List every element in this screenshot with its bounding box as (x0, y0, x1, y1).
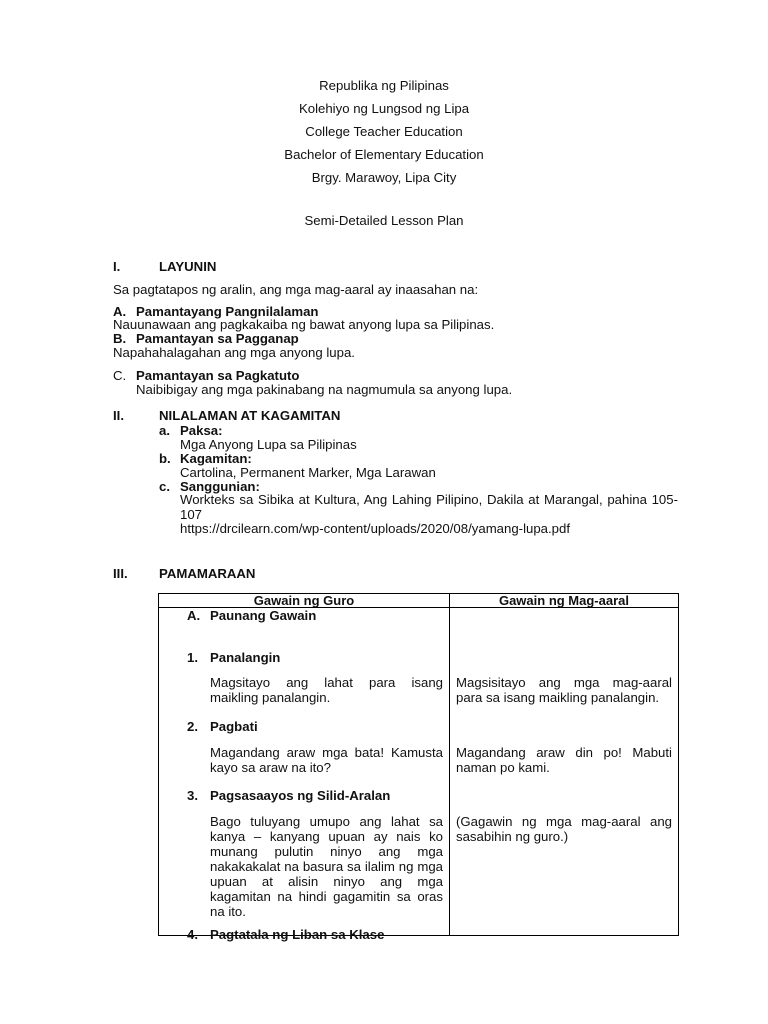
step-3-teacher-text: Bago tuluyang umupo ang lahat sa kanya – kanyang upuan ay nais ko munang pulutin ninyo ang mga nakakakalat na basura sa ilalim ng mga upuan at alisin ninyo ang mga kagamitan na hindi gagamitin sa oras na ito. (210, 814, 443, 919)
part-a-title: Paunang Gawain (210, 608, 317, 623)
reference-link: https://drcilearn.com/wp-content/uploads/2020/08/yamang-lupa.pdf (180, 521, 570, 536)
procedure-table (158, 593, 679, 942)
header-program: Bachelor of Elementary Education (284, 147, 484, 162)
objective-c-label: C. (113, 368, 127, 383)
step-3-number: 3. (187, 788, 198, 803)
document-header (0, 77, 768, 192)
objective-b-label: B. (113, 331, 127, 346)
section-3-title: PAMAMARAAN (159, 566, 256, 581)
section-3-number: III. (113, 566, 128, 581)
section-2-title: NILALAMAN AT KAGAMITAN (159, 408, 341, 423)
part-a-label: A. (187, 608, 201, 623)
student-activity-header: Gawain ng Mag-aaral (450, 594, 679, 608)
step-1-number: 1. (187, 650, 198, 665)
header-republic: Republika ng Pilipinas (319, 78, 449, 93)
section-2-number: II. (113, 408, 124, 423)
content-c-title: Sanggunian: (180, 479, 260, 494)
section-1-number: I. (113, 259, 121, 274)
objective-c-text: Naibibigay ang mga pakinabang na nagmumula sa anyong lupa. (136, 382, 513, 397)
materials-text: Cartolina, Permanent Marker, Mga Larawan (180, 465, 436, 480)
table-row (159, 608, 679, 936)
reference-text: Workteks sa Sibika at Kultura, Ang Lahing Pilipino, Dakila at Marangal, pahina 105-107 (180, 492, 678, 522)
objective-a-text: Nauunawaan ang pagkakaiba ng bawat anyong lupa sa Pilipinas. (113, 317, 495, 332)
student-column-cell (450, 608, 679, 936)
objective-a-label: A. (113, 304, 127, 319)
topic-text: Mga Anyong Lupa sa Pilipinas (180, 437, 357, 452)
content-b-label: b. (159, 451, 171, 466)
step-2-teacher-text: Magandang araw mga bata! Kamusta kayo sa araw na ito? (210, 745, 443, 775)
content-a-label: a. (159, 423, 170, 438)
step-1-student-text: Magsisitayo ang mga mag-aaral para sa isang maikling panalangin. (456, 675, 672, 705)
section-1-title: LAYUNIN (159, 259, 217, 274)
step-3-title: Pagsasaayos ng Silid-Aralan (210, 788, 391, 803)
step-4-number: 4. (187, 927, 198, 942)
step-1-title: Panalangin (210, 650, 281, 665)
teacher-column-cell (159, 608, 450, 942)
step-4-title: Pagtatala ng Liban sa Klase (210, 927, 385, 942)
objective-b-text: Napahahalagahan ang mga anyong lupa. (113, 345, 355, 360)
objectives-intro: Sa pagtatapos ng aralin, ang mga mag-aaral ay inaasahan na: (113, 282, 479, 297)
header-college: Kolehiyo ng Lungsod ng Lipa (298, 101, 470, 116)
step-2-title: Pagbati (210, 719, 258, 734)
content-c-label: c. (159, 479, 170, 494)
objective-a-title: Pamantayang Pangnilalaman (136, 304, 319, 319)
step-1-teacher-text: Magsitayo ang lahat para isang maikling panalangin. (210, 675, 443, 705)
step-3-student-text: (Gagawin ng mga mag-aaral ang sasabihin ng guro.) (456, 814, 672, 844)
header-address: Brgy. Marawoy, Lipa City (311, 170, 457, 185)
content-a-title: Paksa: (180, 423, 223, 438)
table-header-row (159, 594, 679, 608)
header-department: College Teacher Education (305, 124, 463, 139)
teacher-activity-header: Gawain ng Guro (159, 594, 450, 608)
document-title: Semi-Detailed Lesson Plan (304, 213, 464, 228)
content-b-title: Kagamitan: (180, 451, 252, 466)
step-2-student-text: Magandang araw din po! Mabuti naman po kami. (456, 745, 672, 775)
objective-b-title: Pamantayan sa Pagganap (136, 331, 299, 346)
objective-c-title: Pamantayan sa Pagkatuto (136, 368, 300, 383)
step-2-number: 2. (187, 719, 198, 734)
